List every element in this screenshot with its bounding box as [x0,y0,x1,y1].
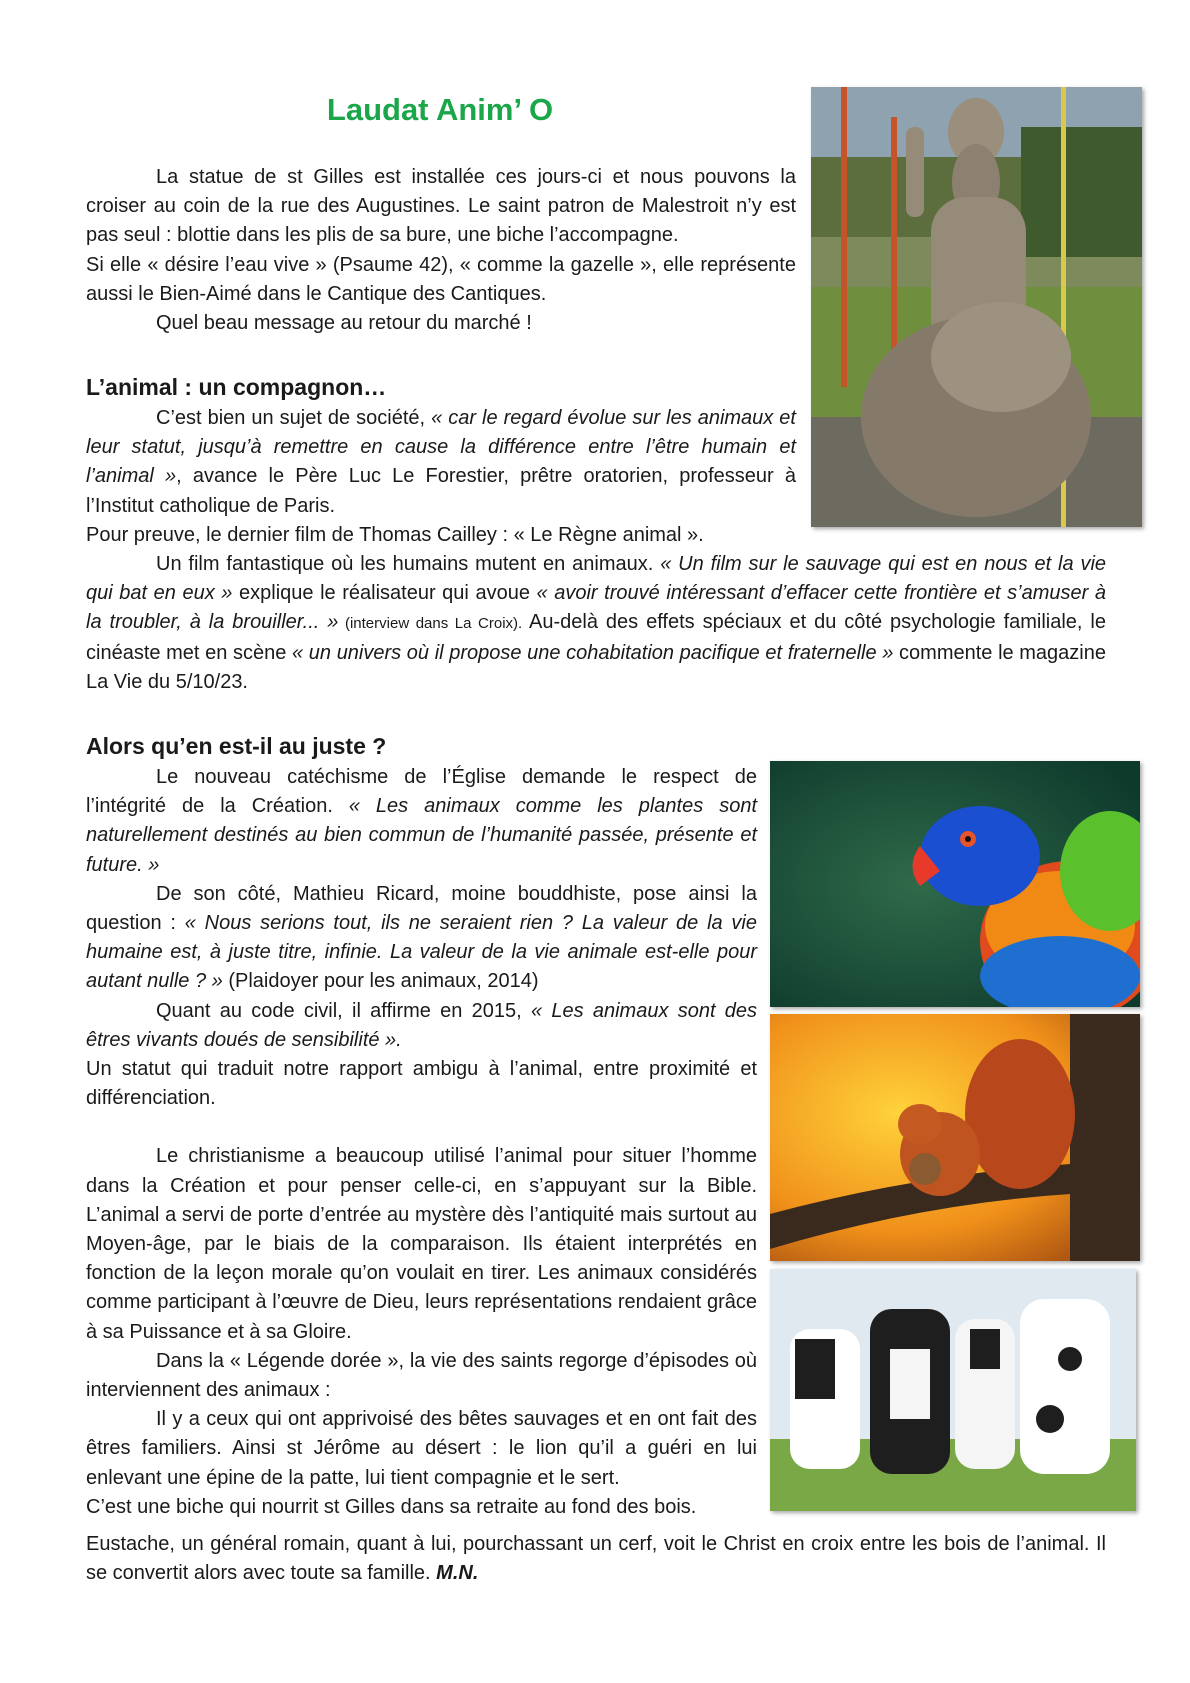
section2-paragraph-5: Le christianisme a beaucoup utilisé l’animal pour situer l’homme dans la Création et pour penser celle-ci, en s’appuyant sur la Bible. L’animal a servi de porte d’entrée au mystère dès l’antiquité mais surtout au Moyen-âge, par le biais de la comparaison. Ils étaient interprétés en fonction de la leçon morale qu’on voulait en tirer. Les animaux considérés comme participant à l’œuvre de Dieu, leurs représentations rendaient grâce à sa Puissance et à sa Gloire. [86,1145,757,1343]
section1-paragraph-1 [86,404,796,521]
section2-paragraph-9 [86,1530,1106,1588]
section2-paragraph-6: Dans la « Légende dorée », la vie des saints regorge d’épisodes où interviennent des animaux : [86,1349,757,1402]
quote-forestier: « car le regard évolue sur les animaux et leur statut, jusqu’à remettre en cause la différence entre l’être humain et l’animal » [86,407,796,488]
cows-photo [770,1269,1136,1511]
text-run: Un film fantastique où les humains mutent en animaux. [156,553,661,575]
text-run: commente le magazine La Vie du 5/10/23. [86,641,1106,693]
section2-paragraph-4: Un statut qui traduit notre rapport ambigu à l’animal, entre proximité et différenciation. [86,1058,757,1110]
section2-wide [86,1530,1106,1588]
intro-paragraph-1: La statue de st Gilles est installée ces jours-ci et nous pouvons la croiser au coin de la rue des Augustines. Le saint patron de Malestroit n’y est pas seul : blottie dans les plis de sa bure, une biche l’accompagne. [86,166,796,247]
blank-line [86,1113,757,1142]
section1-paragraph-3 [86,550,1106,697]
section2-paragraph-7: Il y a ceux qui ont apprivoisé des bêtes sauvages et en ont fait des êtres familiers. Ainsi st Jérôme au désert : le lion qu’il a guéri en lui enlevant une épine de la patte, lui tient compagnie et le sert. [86,1408,757,1489]
section2-paragraph-1 [86,763,757,880]
section-heading-question: Alors qu’en est-il au juste ? [86,733,387,759]
text-run: Le nouveau catéchisme de l’Église demande le respect de l’intégrité de la Création. [86,766,757,818]
source-note: (interview dans La Croix). [338,615,523,633]
section-heading-companion: L’animal : un compagnon… [86,374,387,400]
quote-director-1: « Un film sur le sauvage qui est en nous et la vie qui bat en eux » [86,553,1107,605]
parrot-photo [770,761,1140,1007]
page-title: Laudat Anim’ O [326,92,554,127]
section1-narrow [86,404,796,550]
text-run: explique le réalisateur qui avoue [232,582,537,605]
quote-director-2: « avoir trouvé intéressant d’effacer cette frontière et s’amuser à la troubler, à la brouiller... » [86,582,1106,634]
section1-paragraph-2: Pour preuve, le dernier film de Thomas Cailley : « Le Règne animal ». [86,523,704,546]
intro-paragraph-2: Si elle « désire l’eau vive » (Psaume 42), « comme la gazelle », elle représente aussi le Bien-Aimé dans le Cantique des Cantiques. [86,253,796,305]
text-run: De son côté, Mathieu Ricard, moine bouddhiste, pose ainsi la question : [86,882,757,935]
signature: M.N. [436,1562,479,1585]
section1-wide [86,550,1106,697]
text-run: Eustache, un général romain, quant à lui, pourchassant un cerf, voit le Christ en croix entre les bois de l’animal. Il se convertit alors avec toute sa famille. [86,1533,1106,1585]
quote-catechism: « Les animaux comme les plantes sont naturellement destinés au bien commun de l’humanité passée, présente et future. » [86,795,757,876]
text-run: C’est bien un sujet de société, [156,407,432,429]
quote-la-vie: « un univers où il propose une cohabitation pacifique et fraternelle » [292,641,894,664]
text-run: Quant au code civil, il affirme en 2015, [156,999,531,1022]
quote-civil-code: « Les animaux sont des êtres vivants doués de sensibilité ». [86,999,757,1051]
section2-paragraph-8: C’est une biche qui nourrit st Gilles dans sa retraite au fond des bois. [86,1495,697,1518]
section2-narrow [86,763,757,1522]
intro-paragraph-3: Quel beau message au retour du marché ! [156,312,532,335]
section2-paragraph-3 [86,997,757,1055]
text-run: Au-delà des effets spéciaux et du côté psychologie familiale, le cinéaste met en scène [86,611,1106,664]
statue-photo [811,87,1142,527]
quote-ricard: « Nous serions tout, ils ne seraient rien ? La valeur de la vie humaine est, à juste titre, infinie. La valeur de la vie animale est-elle pour autant nulle ? » [86,912,757,993]
text-run: , avance le Père Luc Le Forestier, prêtre oratorien, professeur à l’Institut catholique de Paris. [86,465,796,517]
squirrel-photo [770,1014,1140,1261]
section2-paragraph-2 [86,880,757,997]
intro-section [86,163,796,338]
text-run: (Plaidoyer pour les animaux, 2014) [222,970,539,993]
